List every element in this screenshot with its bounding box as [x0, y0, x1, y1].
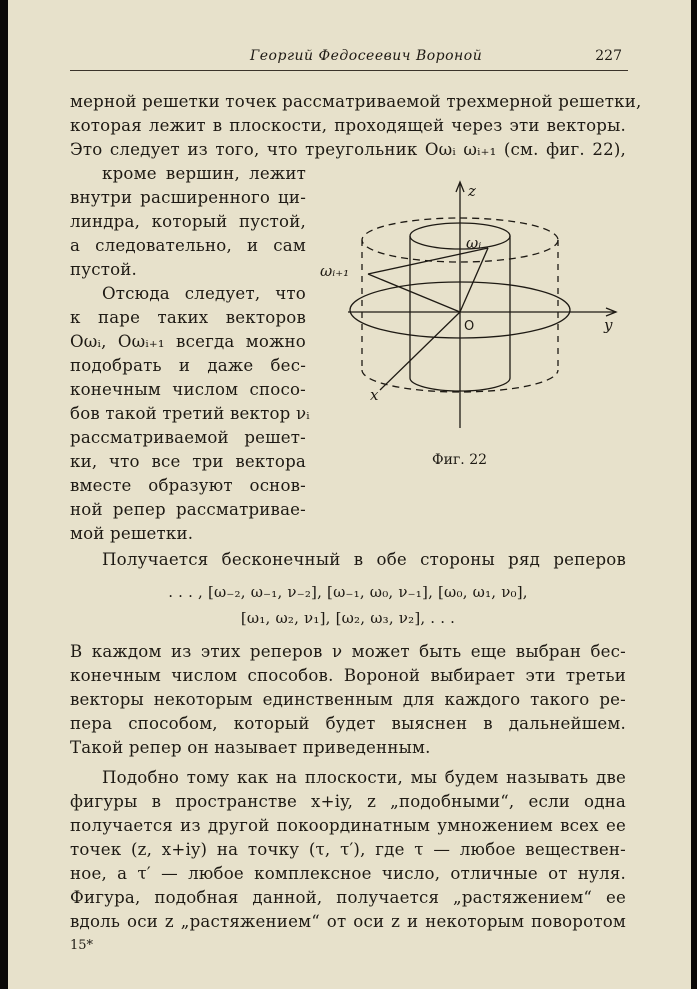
- text-line: Подобно тому как на плоскости, мы будем называть две: [102, 768, 626, 787]
- text-line: вдоль оси z „растяжением“ от оси z и некоторым поворотом: [70, 912, 626, 931]
- vector-omega-i1: [368, 274, 460, 312]
- figure-caption: Фиг. 22: [432, 452, 488, 468]
- text-line: пера способом, который будет выяснен в дальнейшем.: [70, 714, 626, 733]
- cylinder-figure: [318, 178, 628, 448]
- y-axis-label: y: [604, 316, 613, 334]
- omega-i1-label: ωᵢ₊₁: [320, 262, 350, 280]
- signature-mark: 15*: [70, 938, 94, 953]
- text-line: конечным числом спосо-: [70, 380, 306, 399]
- text-line: мерной решетки точек рассматриваемой трехмерной решетки,: [70, 92, 642, 111]
- text-line: внутри расширенного ци-: [70, 188, 306, 207]
- text-line: точек (z, x+iy) на точку (τ, τ′), где τ — любое веществен-: [70, 840, 626, 859]
- text-line: рассматриваемой решет-: [70, 428, 306, 447]
- vector-omega-i: [460, 248, 488, 312]
- text-line: Получается бесконечный в обе стороны ряд реперов: [102, 550, 626, 569]
- text-line: подобрать и даже бес-: [70, 356, 306, 375]
- text-line: линдра, который пустой,: [70, 212, 306, 231]
- text-line: получается из другой покоординатным умножением всех ее: [70, 816, 626, 835]
- page-number: 227: [595, 48, 622, 64]
- text-line: В каждом из этих реперов ν может быть еще выбран бес-: [70, 642, 626, 661]
- text-line: ное, а τ′ — любое комплексное число, отличные от нуля.: [70, 864, 626, 883]
- text-line: ной репер рассматривае-: [70, 500, 306, 519]
- text-line: бов такой третий вектор νᵢ: [70, 404, 310, 423]
- text-line: конечным числом способов. Вороной выбирает эти третьи: [70, 666, 626, 685]
- text-line: к паре таких векторов: [70, 308, 306, 327]
- text-line: ки, что все три вектора: [70, 452, 306, 471]
- origin-label: O: [464, 319, 475, 334]
- formula-line: [ω₁, ω₂, ν₁], [ω₂, ω₃, ν₂], . . .: [240, 609, 456, 627]
- text-line: фигуры в пространстве x+iy, z „подобными“, если одна: [70, 792, 626, 811]
- text-line: мой решетки.: [70, 524, 194, 543]
- text-line: а следовательно, и сам: [70, 236, 306, 255]
- text-line: кроме вершин, лежит: [102, 164, 306, 183]
- running-title: Георгий Федосеевич Вороной: [250, 48, 483, 64]
- x-axis-label: x: [370, 386, 379, 404]
- text-line: Такой репер он называет приведенным.: [70, 738, 431, 757]
- text-line: Oωᵢ, Oωᵢ₊₁ всегда можно: [70, 332, 306, 351]
- page-header: [70, 46, 628, 71]
- text-line: векторы некоторым единственным для каждого такого ре-: [70, 690, 626, 709]
- text-line: которая лежит в плоскости, проходящей через эти векторы.: [70, 116, 626, 135]
- text-line: Отсюда следует, что: [102, 284, 306, 303]
- z-axis-label: z: [468, 182, 476, 200]
- text-line: пустой.: [70, 260, 138, 279]
- text-line: Фигура, подобная данной, получается „растяжением“ ее: [70, 888, 626, 907]
- x-axis: [380, 312, 460, 390]
- book-page: [8, 0, 691, 989]
- formula-line: . . . , [ω₋₂, ω₋₁, ν₋₂], [ω₋₁, ω₀, ν₋₁], [ω₀, ω₁, ν₀],: [168, 583, 528, 601]
- text-line: Это следует из того, что треугольник Oωᵢ ωᵢ₊₁ (см. фиг. 22),: [70, 140, 626, 159]
- omega-i-label: ωᵢ: [466, 234, 482, 252]
- text-line: вместе образуют основ-: [70, 476, 306, 495]
